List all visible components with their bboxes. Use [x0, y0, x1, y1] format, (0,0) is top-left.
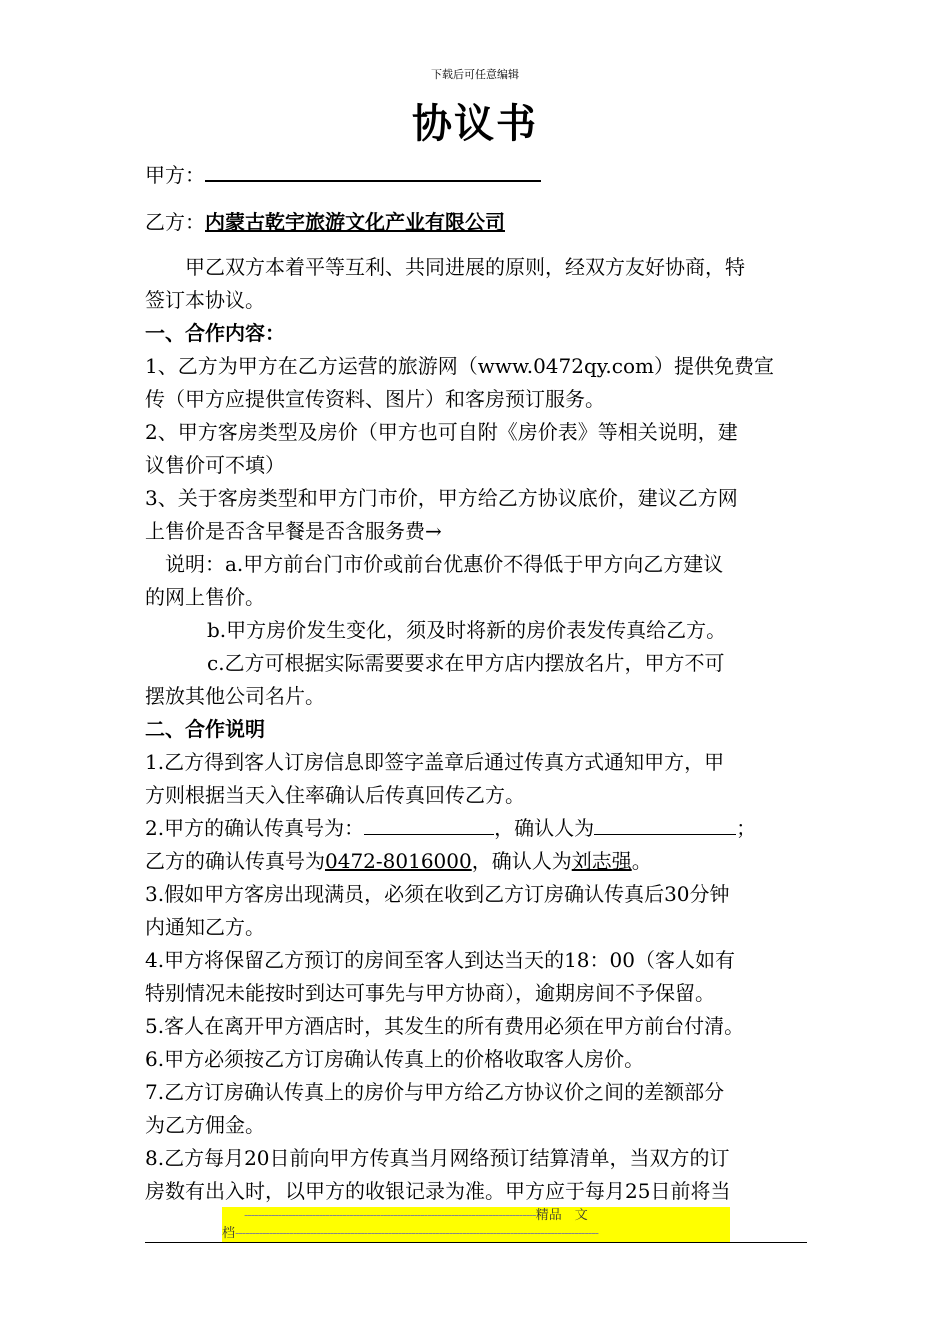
s2-item-4-line-2: 特别情况未能按时到达可事先与甲方协商），逾期房间不予保留。 [145, 981, 715, 1005]
s2-item-1-line-1: 1.乙方得到客人订房信息即签字盖章后通过传真方式通知甲方，甲 [145, 750, 725, 774]
s2-item-2-line-2 [145, 845, 810, 878]
s2-item-3-line-2: 内通知乙方。 [145, 915, 265, 939]
party-a-blank[interactable] [205, 158, 541, 182]
s2-item-2-text-c: ； [736, 816, 757, 840]
s1-item-3-line-1: 3、关于客房类型和甲方门市价，甲方给乙方协议底价，建议乙方网 [145, 486, 738, 510]
s2-item-2-text-d: 乙方的确认传真号为 [145, 849, 325, 873]
note-c-line-2: 摆放其他公司名片。 [145, 684, 325, 708]
s2-item-7-line-2: 为乙方佣金。 [145, 1113, 265, 1137]
party-b-line [145, 206, 810, 239]
party-b-fax-number: 0472-8016000 [325, 849, 472, 873]
footer-dash-leader: -------------------------------------------------------------------------------------- [244, 1208, 536, 1223]
footer-label-a: 精品 文 [535, 1208, 588, 1223]
s1-item-1-line-1: 1、乙方为甲方在乙方运营的旅游网（www.0472qy.com）提供免费宣 [145, 354, 774, 378]
intro-line-1: 甲乙双方本着平等互利、共同进展的原则，经双方友好协商，特 [185, 255, 745, 279]
party-a-confirmer-blank[interactable] [594, 812, 736, 835]
party-a-line [145, 158, 810, 192]
note-c-line-1: c.乙方可根据实际需要要求在甲方店内摆放名片，甲方不可 [207, 651, 725, 675]
s1-item-3-line-2: 上售价是否含早餐是否含服务费→ [145, 519, 442, 543]
s2-item-2-text-a: 2.甲方的确认传真号为： [145, 816, 365, 840]
party-b-confirmer: 刘志强 [571, 849, 632, 873]
s2-item-8-line-1: 8.乙方每月20日前向甲方传真当月网络预订结算清单，当双方的订 [145, 1146, 730, 1170]
party-a-fax-blank[interactable] [364, 812, 494, 835]
party-b-name: 内蒙古乾宇旅游文化产业有限公司 [205, 210, 505, 234]
s2-item-2-text-f: 。 [631, 849, 652, 873]
s2-item-7-line-1: 7.乙方订房确认传真上的房价与甲方给乙方协议价之间的差额部分 [145, 1080, 725, 1104]
s2-item-1-line-2: 方则根据当天入住率确认后传真回传乙方。 [145, 783, 525, 807]
s2-item-2-text-e: ，确认人为 [471, 849, 572, 873]
s2-item-6: 6.甲方必须按乙方订房确认传真上的价格收取客人房价。 [145, 1047, 645, 1071]
s2-item-5: 5.客人在离开甲方酒店时，其发生的所有费用必须在甲方前台付清。 [145, 1014, 745, 1038]
section-1-title: 一、合作内容： [145, 321, 285, 345]
footer-rule [145, 1242, 807, 1243]
intro-line-2: 签订本协议。 [145, 288, 265, 312]
s1-item-2-line-2: 议售价可不填） [145, 453, 285, 477]
s2-item-3-line-1: 3.假如甲方客房出现满员，必须在收到乙方订房确认传真后30分钟 [145, 882, 730, 906]
footer-label-b: 档 [222, 1226, 236, 1241]
s1-item-2-line-1: 2、甲方客房类型及房价（甲方也可自附《房价表》等相关说明，建 [145, 420, 738, 444]
footer-row-1 [222, 1207, 730, 1225]
s2-item-8-line-2: 房数有出入时，以甲方的收银记录为准。甲方应于每月25日前将当 [145, 1179, 731, 1203]
footer-dash-leader: ----------------------------------------------------------------------------------------------------------- [235, 1226, 599, 1241]
note-b: b.甲方房价发生变化，须及时将新的房价表发传真给乙方。 [207, 618, 727, 642]
s2-item-2-text-b: ，确认人为 [494, 816, 595, 840]
footer-row-2 [222, 1225, 730, 1243]
header-note: 下载后可任意编辑 [431, 68, 519, 81]
s2-item-2-line-1 [145, 812, 810, 845]
s1-item-1-line-2: 传（甲方应提供宣传资料、图片）和客房预订服务。 [145, 387, 605, 411]
note-a-line-2: 的网上售价。 [145, 585, 265, 609]
document-body [145, 158, 810, 1208]
note-a-line-1: 说明：a.甲方前台门市价或前台优惠价不得低于甲方向乙方建议 [165, 552, 724, 576]
document-title: 协议书 [412, 100, 538, 147]
party-a-label: 甲方： [145, 163, 205, 187]
section-2-title: 二、合作说明 [145, 717, 265, 741]
s2-item-4-line-1: 4.甲方将保留乙方预订的房间至客人到达当天的18：00（客人如有 [145, 948, 735, 972]
party-b-label: 乙方： [145, 210, 205, 234]
footer-watermark-band [222, 1207, 730, 1243]
